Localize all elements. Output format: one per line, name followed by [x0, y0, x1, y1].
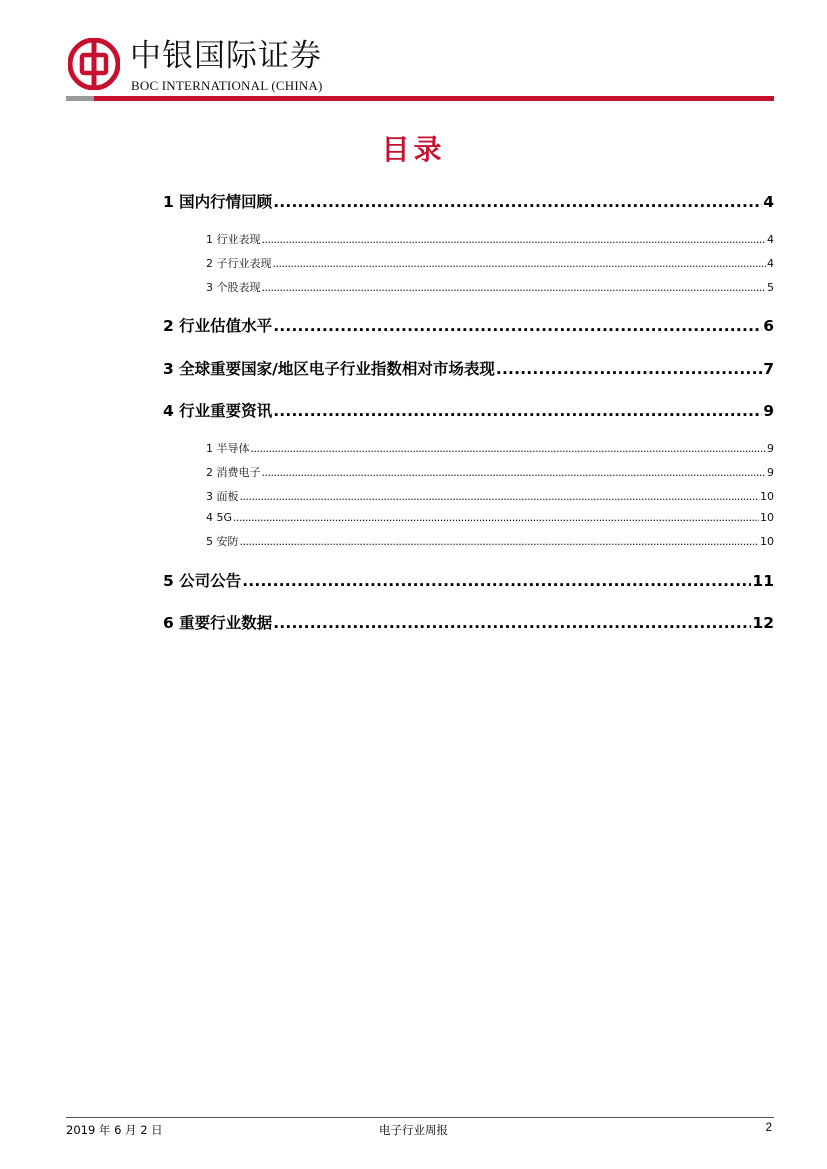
toc-entry-page: 9: [767, 442, 774, 455]
footer-divider: [66, 1117, 774, 1118]
toc-entry-label: 5 公司公告: [163, 572, 242, 590]
toc-entry-page: 4: [767, 257, 774, 270]
toc-subentry[interactable]: [206, 440, 774, 456]
toc-entry-label: 1 国内行情回顾: [163, 193, 273, 211]
toc-leader-dots: [233, 511, 759, 524]
toc-entry-page: 10: [760, 490, 774, 503]
footer-report-name: 电子行业周报: [379, 1123, 448, 1137]
toc-entry-label: 2 消费电子: [206, 466, 261, 479]
header-divider-red: [94, 96, 774, 101]
page-title: 目录: [381, 133, 446, 166]
toc-entry-label: 5 安防: [206, 535, 239, 548]
toc-entry[interactable]: [163, 190, 774, 212]
toc-entry-page: 9: [767, 466, 774, 479]
boc-logo-icon: [68, 38, 120, 90]
toc-entry[interactable]: [163, 399, 774, 421]
toc-entry-label: 4 5G: [206, 511, 233, 524]
toc-entry-page: 12: [752, 614, 774, 632]
brand-name-en: BOC INTERNATIONAL (CHINA): [131, 78, 323, 93]
toc-entry-label: 3 个股表现: [206, 281, 261, 294]
toc-leader-dots: [251, 442, 767, 455]
toc-subentry[interactable]: [206, 464, 774, 480]
toc-entry-label: 6 重要行业数据: [163, 614, 273, 632]
toc-entry-label: 2 行业估值水平: [163, 317, 273, 335]
toc-subentry[interactable]: [206, 279, 774, 295]
toc-entry-label: 3 全球重要国家/地区电子行业指数相对市场表现: [163, 360, 495, 378]
toc-leader-dots: [273, 402, 762, 420]
footer-date: 2019 年 6 月 2 日: [66, 1123, 163, 1137]
toc-leader-dots: [262, 233, 767, 246]
toc-subentry[interactable]: [206, 533, 774, 549]
toc-leader-dots: [262, 281, 767, 294]
toc-entry-page: 11: [752, 572, 774, 590]
header-divider-gray: [66, 96, 94, 101]
toc-leader-dots: [262, 466, 767, 479]
toc-entry[interactable]: [163, 569, 774, 591]
toc-leader-dots: [240, 490, 760, 503]
toc-leader-dots: [496, 360, 762, 378]
toc-entry-page: 7: [763, 360, 774, 378]
toc-entry-page: 5: [767, 281, 774, 294]
toc-subentry[interactable]: [206, 488, 774, 504]
toc-subentry[interactable]: [206, 231, 774, 247]
toc-leader-dots: [242, 572, 751, 590]
toc-entry-page: 9: [763, 402, 774, 420]
toc-leader-dots: [273, 193, 762, 211]
toc-entry-label: 1 行业表现: [206, 233, 261, 246]
toc-entry-page: 10: [760, 535, 774, 548]
toc-entry-page: 6: [763, 317, 774, 335]
toc-entry[interactable]: [163, 357, 774, 379]
toc-leader-dots: [273, 257, 767, 270]
toc-entry-label: 3 面板: [206, 490, 239, 503]
toc-entry-label: 4 行业重要资讯: [163, 402, 273, 420]
toc-entry-page: 10: [760, 511, 774, 524]
brand-name-cn: 中银国际证券: [130, 38, 322, 74]
toc-leader-dots: [273, 614, 751, 632]
toc-entry-label: 2 子行业表现: [206, 257, 272, 270]
footer-page-number: 2: [765, 1122, 772, 1134]
toc-entry-page: 4: [767, 233, 774, 246]
toc-subentry[interactable]: [206, 255, 774, 271]
toc-entry-label: 1 半导体: [206, 442, 250, 455]
toc-subentry[interactable]: [206, 511, 774, 524]
toc-entry[interactable]: [163, 611, 774, 633]
toc-entry[interactable]: [163, 314, 774, 336]
toc-leader-dots: [273, 317, 762, 335]
toc-leader-dots: [240, 535, 760, 548]
toc-entry-page: 4: [763, 193, 774, 211]
